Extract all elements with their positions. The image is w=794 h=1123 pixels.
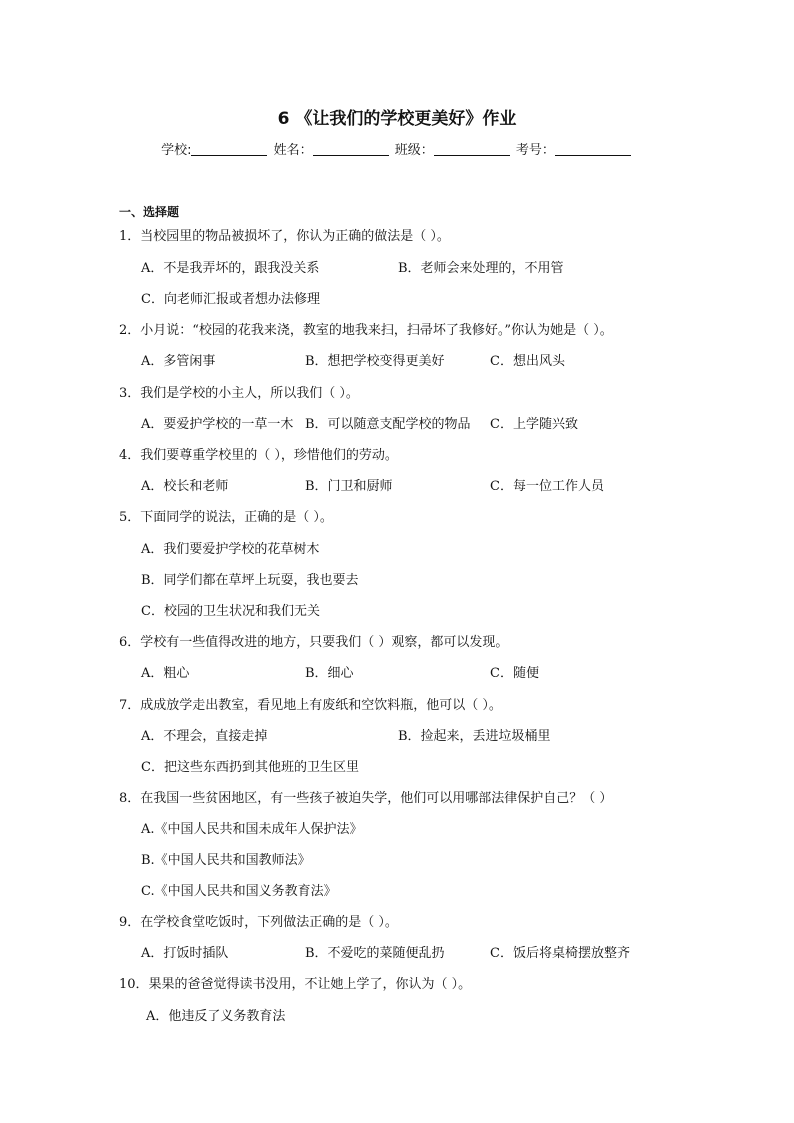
option-9b[interactable]: B．不爱吃的菜随便乱扔 (305, 946, 445, 961)
school-label: 学校: (161, 143, 192, 158)
question-7: 7．成成放学走出教室，看见地上有废纸和空饮料瓶，他可以（ ）。 (119, 698, 502, 713)
option-9c[interactable]: C．饭后将桌椅摆放整齐 (490, 946, 630, 961)
option-5b[interactable]: B．同学们都在草坪上玩耍，我也要去 (141, 573, 359, 588)
option-7c[interactable]: C．把这些东西扔到其他班的卫生区里 (141, 760, 359, 775)
name-label: 姓名： (273, 143, 313, 158)
option-6b[interactable]: B．细心 (305, 666, 354, 681)
option-8a[interactable]: A.《中国人民共和国未成年人保护法》 (141, 822, 363, 837)
section-title: 一、选择题 (119, 205, 180, 219)
option-5c[interactable]: C．校园的卫生状况和我们无关 (141, 604, 320, 619)
page-title: 6 《让我们的学校更美好》作业 (277, 109, 517, 129)
option-8b[interactable]: B.《中国人民共和国教师法》 (141, 853, 311, 868)
school-blank[interactable] (191, 142, 267, 156)
student-info-line (0, 139, 794, 158)
option-1a[interactable]: A．不是我弄坏的，跟我没关系 (141, 261, 320, 276)
option-10a[interactable]: A．他违反了义务教育法 (146, 1009, 286, 1024)
name-blank[interactable] (313, 142, 389, 156)
option-1c[interactable]: C．向老师汇报或者想办法修理 (141, 292, 320, 307)
option-4b[interactable]: B．门卫和厨师 (305, 479, 393, 494)
option-3a[interactable]: A．要爱护学校的一草一木 (141, 417, 294, 432)
question-4: 4．我们要尊重学校里的（ ），珍惜他们的劳动。 (119, 448, 398, 463)
option-6c[interactable]: C．随便 (490, 666, 539, 681)
option-9a[interactable]: A．打饭时插队 (141, 946, 229, 961)
question-6: 6．学校有一些值得改进的地方，只要我们（ ）观察，都可以发现。 (119, 635, 509, 650)
exam-no-blank[interactable] (555, 142, 631, 156)
option-4c[interactable]: C．每一位工作人员 (490, 479, 604, 494)
option-6a[interactable]: A．粗心 (141, 666, 190, 681)
option-2b[interactable]: B．想把学校变得更美好 (305, 354, 445, 369)
option-4a[interactable]: A．校长和老师 (141, 479, 229, 494)
question-1: 1．当校园里的物品被损坏了，你认为正确的做法是（ ）。 (119, 229, 450, 244)
question-3: 3．我们是学校的小主人，所以我们（ ）。 (119, 386, 359, 401)
class-label: 班级： (394, 143, 434, 158)
option-5a[interactable]: A．我们要爱护学校的花草树木 (141, 542, 320, 557)
exam-no-label: 考号： (515, 143, 555, 158)
question-2: 2．小月说：“校园的花我来浇，教室的地我来扫，扫帚坏了我修好。”你认为她是（ ）。 (119, 323, 613, 338)
question-9: 9．在学校食堂吃饭时，下列做法正确的是（ ）。 (119, 915, 398, 930)
option-1b[interactable]: B．老师会来处理的，不用管 (398, 261, 564, 276)
question-5: 5．下面同学的说法，正确的是（ ）。 (119, 510, 333, 525)
option-2a[interactable]: A．多管闲事 (141, 354, 216, 369)
option-8c[interactable]: C.《中国人民共和国义务教育法》 (141, 884, 337, 899)
option-7a[interactable]: A．不理会，直接走掉 (141, 729, 268, 744)
question-10: 10．果果的爸爸觉得读书没用，不让她上学了，你认为（ ）。 (119, 977, 472, 992)
option-2c[interactable]: C．想出风头 (490, 354, 565, 369)
option-3b[interactable]: B．可以随意支配学校的物品 (305, 417, 471, 432)
class-blank[interactable] (434, 142, 510, 156)
option-3c[interactable]: C．上学随兴致 (490, 417, 578, 432)
option-7b[interactable]: B．捡起来，丢进垃圾桶里 (398, 729, 551, 744)
question-8: 8．在我国一些贫困地区，有一些孩子被迫失学，他们可以用哪部法律保护自己？（ ） (119, 791, 613, 806)
